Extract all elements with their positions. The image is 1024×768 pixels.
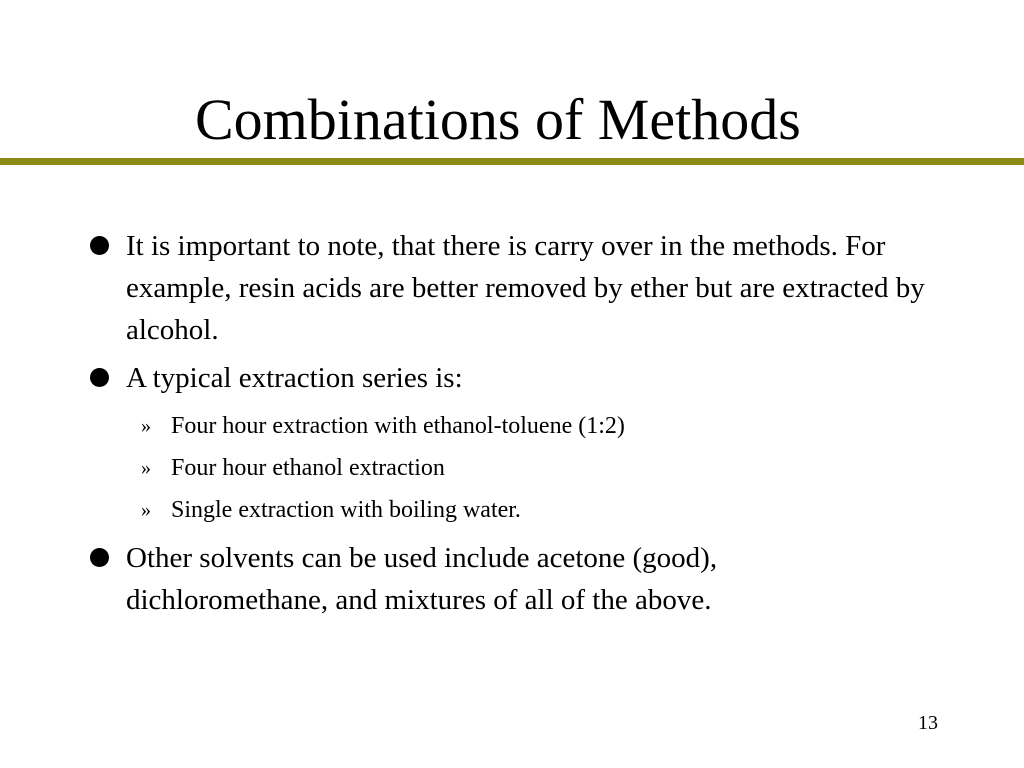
bullet-text: It is important to note, that there is carry over in the methods. For example, resin acids are better removed by ether but are extracted by alcohol. [126, 230, 925, 346]
bullet-text: A typical extraction series is: [126, 362, 463, 394]
sub-bullet-marker-icon: » [141, 457, 151, 479]
slide-number: 13 [918, 712, 938, 734]
slide-title: Combinations of Methods [195, 87, 801, 152]
title-divider [0, 158, 1024, 165]
sub-bullet-marker-icon: » [141, 415, 151, 437]
bullet-dot-icon [90, 368, 109, 387]
bullet-dot-icon [90, 548, 109, 567]
bullet-dot-icon [90, 236, 109, 255]
sub-bullet-item [141, 405, 931, 447]
sub-bullet-text: Single extraction with boiling water. [171, 497, 521, 523]
sub-bullet-text: Four hour extraction with ethanol-toluene (1:2) [171, 413, 625, 439]
sub-bullet-item [141, 447, 931, 489]
bullet-text: Other solvents can be used include acetone (good), dichloromethane, and mixtures of all of the above. [126, 542, 718, 616]
slide-content [0, 225, 1024, 627]
sub-bullet-text: Four hour ethanol extraction [171, 455, 445, 481]
sub-list [0, 405, 1024, 531]
sub-bullet-marker-icon: » [141, 499, 151, 521]
bullet-item [126, 537, 926, 621]
bullet-item [126, 357, 926, 399]
bullet-item [126, 225, 926, 351]
sub-bullet-item [141, 489, 931, 531]
